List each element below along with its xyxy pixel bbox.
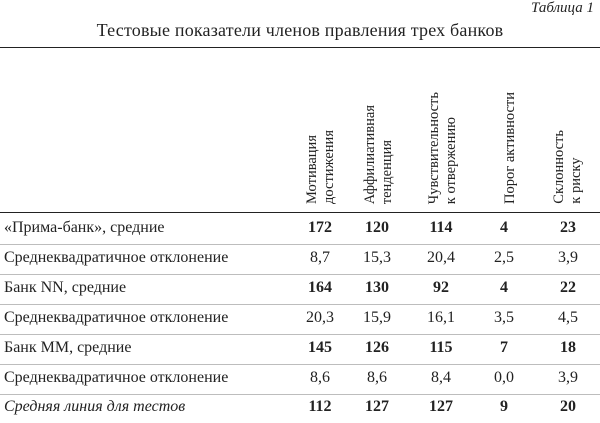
cell: 126 xyxy=(365,339,389,356)
table-row xyxy=(0,365,600,394)
cell: 112 xyxy=(308,398,332,415)
cell: 3,9 xyxy=(558,369,578,386)
cell: 114 xyxy=(429,219,453,236)
header-rejection-text: Чувствительность к отвержению xyxy=(426,91,459,204)
row-label: Среднеквадратичное отклонение xyxy=(4,249,229,266)
cell: 4 xyxy=(500,279,508,296)
cell: 16,1 xyxy=(427,309,455,326)
row-label: Среднеквадратичное отклонение xyxy=(4,309,229,326)
cell: 4 xyxy=(500,219,508,236)
cell: 18 xyxy=(560,339,576,356)
cell: 9 xyxy=(500,398,508,415)
cell: 15,3 xyxy=(363,249,391,266)
header-activity-text: Порог активности xyxy=(502,92,518,204)
cell: 8,6 xyxy=(310,369,330,386)
header-col-activity xyxy=(496,48,526,210)
header-col-affiliative xyxy=(356,48,406,210)
header-col-rejection xyxy=(420,48,470,210)
cell: 8,7 xyxy=(310,249,330,266)
table-caption-number: Таблица 1 xyxy=(531,0,594,16)
table-row xyxy=(0,305,600,334)
cell: 15,9 xyxy=(363,309,391,326)
cell: 2,5 xyxy=(494,249,514,266)
table-row xyxy=(0,215,600,244)
cell: 4,5 xyxy=(558,309,578,326)
cell: 20,3 xyxy=(306,309,334,326)
header-col-risk xyxy=(547,48,597,210)
row-label: Банк NN, средние xyxy=(4,279,127,296)
table-row xyxy=(0,245,600,274)
header-achievement-text: Мотивация достижения xyxy=(304,130,337,204)
cell: 164 xyxy=(308,279,332,296)
cell: 3,5 xyxy=(494,309,514,326)
cell: 20 xyxy=(560,398,576,415)
row-label: Банк MM, средние xyxy=(4,339,132,356)
table-title: Тестовые показатели членов правления трех банков xyxy=(96,20,504,40)
table-row xyxy=(0,335,600,364)
cell: 22 xyxy=(560,279,576,296)
table-row xyxy=(0,275,600,304)
cell: 23 xyxy=(560,219,576,236)
cell: 145 xyxy=(308,339,332,356)
header-risk-text: Склонность к риску xyxy=(551,130,584,204)
cell: 92 xyxy=(433,279,449,296)
row-label: Средняя линия для тестов xyxy=(4,398,186,415)
row-label: Среднеквадратичное отклонение xyxy=(4,369,229,386)
cell: 7 xyxy=(500,339,508,356)
cell: 127 xyxy=(429,398,453,415)
cell: 120 xyxy=(365,219,389,236)
cell: 115 xyxy=(429,339,453,356)
cell: 8,4 xyxy=(431,369,451,386)
header-rule xyxy=(0,212,600,213)
cell: 172 xyxy=(308,219,332,236)
cell: 20,4 xyxy=(427,249,455,266)
cell: 127 xyxy=(365,398,389,415)
header-col-achievement xyxy=(298,48,348,210)
row-label: «Прима-банк», средние xyxy=(4,219,165,236)
cell: 8,6 xyxy=(367,369,387,386)
table-row xyxy=(0,394,600,423)
cell: 3,9 xyxy=(558,249,578,266)
header-affiliative-text: Аффилиативная тенденция xyxy=(362,104,395,204)
cell: 0,0 xyxy=(494,369,514,386)
cell: 130 xyxy=(365,279,389,296)
